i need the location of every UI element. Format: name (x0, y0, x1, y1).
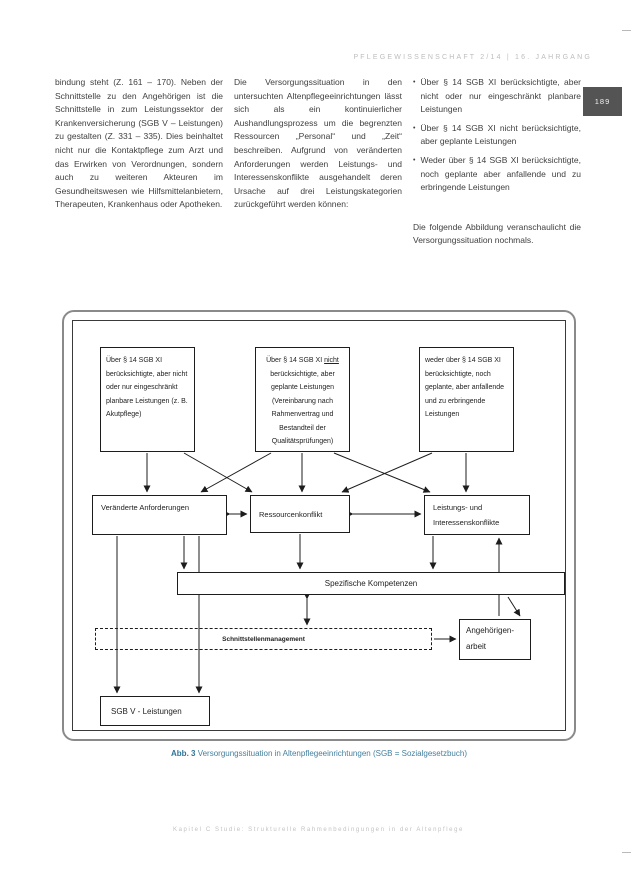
figure-caption (62, 749, 576, 758)
figure-caption-text: Versorgungssituation in Altenpflegeeinrichtungen (SGB = Sozialgesetzbuch) (197, 749, 467, 758)
figure-caption-label: Abb. 3 (171, 749, 196, 758)
diagram-box-sgb-v-leistungen: SGB V - Leistungen (100, 696, 210, 726)
diagram-box-angehoerigenarbeit: Angehörigen-arbeit (459, 619, 531, 660)
bullet-item (413, 122, 581, 149)
diagram-box-sgb-not-considered (255, 347, 350, 452)
diagram-box-schnittstellenmanagement: Schnittstellenmanagement (95, 628, 432, 650)
crop-mark-top (622, 30, 631, 31)
page-number-badge: 189 (583, 87, 622, 116)
bullet-item (413, 76, 581, 117)
figure-diagram (62, 310, 576, 741)
bullet-text: Weder über § 14 SGB XI berücksichtigte, noch geplante aber anfallende und zu erbringende Leistungen (420, 154, 581, 193)
box-b-text-prefix: Über § 14 SGB XI (266, 357, 325, 364)
body-columns (55, 76, 582, 248)
diagram-box-sgb-considered: Über § 14 SGB XI berücksichtigte, aber nicht oder nur eingeschränkt planbare Leistungen (z. B. Akutpflege) (100, 347, 195, 452)
bullet-item (413, 154, 581, 195)
column-3-paragraph: Die folgende Abbildung veranschaulicht die Versorgungssituation nochmals. (413, 221, 581, 246)
text-column-1: bindung steht (Z. 161 – 170). Neben der Schnittstelle zu den Angehörigen ist die Schnittstelle in zum Leistungssektor der Krankenversicherung (SGB V – Leistungen) zu gestalten (Z. 331 – 335). Dies beinhaltet nicht nur die Kontaktpflege zum Arzt und das Erwirken von Verordnungen, sondern auch zu weiteren Akteuren im Gesundheitswesen wie Hilfsmittelanbietern, Therapeuten, Krankenhaus oder Apotheken. (55, 77, 223, 210)
diagram-box-ressourcenkonflikt: Ressourcenkonflikt (250, 495, 350, 533)
box-b-text-underlined: nicht (324, 357, 339, 364)
text-column-2: Die Versorgungssituation in den untersuchten Altenpflegeeinrichtungen lässt sich als ein kontinuierlicher Aushandlungsprozess um die begrenzten Ressourcen „Personal“ und „Zeit“ beschreiben. Aufgrund von veränderten Anforderungen werden Leistungs- und Interessenskonflikte ausgehandelt deren Ursache auf drei Leistungskategorien zurückgeführt werden können: (234, 77, 402, 210)
bullet-icon: • (413, 124, 416, 132)
box-b-text-suffix: berücksichtigte, aber geplante Leistungen (Vereinbarung nach Rahmenvertrag und Bestandteil der Qualitätsprüfungen) (270, 370, 335, 445)
diagram-box-spezifische-kompetenzen: Spezifische Kompetenzen (177, 572, 565, 595)
text-column-3 (413, 76, 581, 248)
page-footer: Kapitel C Studie: Strukturelle Rahmenbedingungen in der Altenpflege (173, 827, 464, 833)
bullet-icon: • (413, 79, 416, 86)
bullet-icon: • (413, 156, 416, 164)
crop-mark-bottom (622, 852, 631, 853)
diagram-box-neither: weder über § 14 SGB XI berücksichtigte, noch geplante, aber anfallende und zu erbringende Leistungen (419, 347, 514, 452)
diagram-box-veraenderte-anforderungen: Veränderte Anforderungen (92, 495, 227, 535)
bullet-text: Über § 14 SGB XI berücksichtigte, aber nicht oder nur eingeschränkt planbare Leistungen (420, 77, 581, 115)
bullet-text: Über § 14 SGB XI nicht berücksichtigte, aber geplante Leistungen (420, 122, 581, 147)
journal-header: PFLEGEWISSENSCHAFT 2/14 | 16. JAHRGANG (353, 54, 592, 61)
diagram-box-leistungskonflikte: Leistungs- und Interessenskonflikte (424, 495, 530, 535)
